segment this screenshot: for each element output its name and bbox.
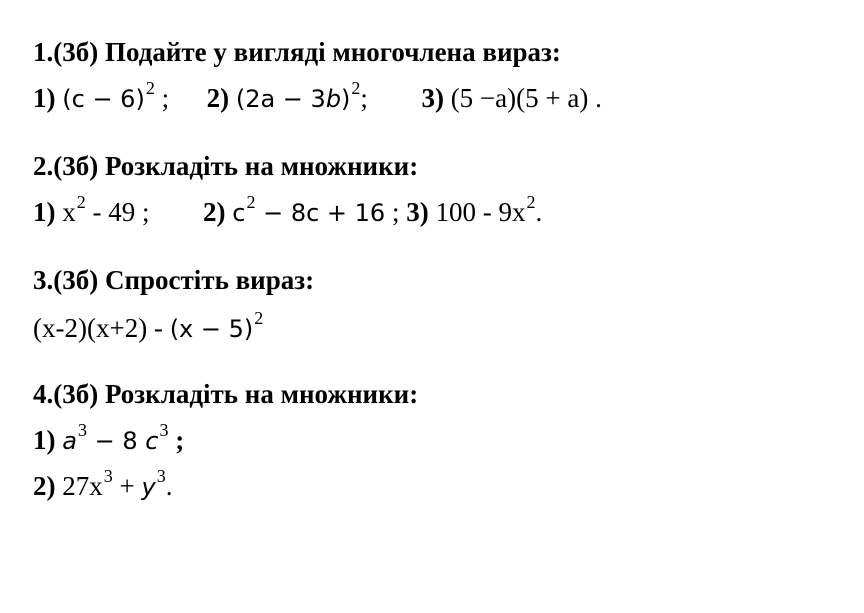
task-2-item-1-expression: $x^2 - 49$ ; [62, 192, 150, 227]
task-4-item-1 [33, 420, 185, 457]
task-2-item-3-number: 3) [406, 197, 429, 227]
task-3-title: 3.(3б) Спростіть вираз: [33, 265, 315, 295]
task-1-item-3-number: 3) [421, 83, 444, 113]
task-2-item-2-expression: $c^2 - 8c + 16$ ; [232, 192, 400, 227]
task-1-item-3-expression: (5 −a)(5 + a) . [450, 83, 602, 113]
task-3-expression: $(x-2)(x+2) - (x - 5)^2$ [33, 308, 264, 343]
task-4-item-2 [33, 466, 173, 503]
task-2-expressions [33, 192, 543, 229]
task-1-title: 1.(3б) Подайте у вигляді многочлена вираз: [33, 37, 561, 67]
task-1-item-1-number: 1) [33, 83, 56, 113]
task-2-title: 2.(3б) Розкладіть на множники: [33, 151, 419, 181]
task-4-item-2-number: 2) [33, 471, 56, 501]
task-1-item-1-expression: $(c - 6)^2$ ; [62, 78, 170, 113]
task-2-item-2-number: 2) [203, 197, 226, 227]
task-2-item-3-expression: $100 - 9x^2$. [435, 192, 543, 227]
task-4-item-2-expression: $27x^3 + y^3$. [62, 466, 173, 501]
task-4-item-1-expression: $a^3 - 8$ $c^3$ ; [62, 420, 185, 455]
task-4-title: 4.(3б) Розкладіть на множники: [33, 379, 419, 409]
task-4-item-1-number: 1) [33, 425, 56, 455]
task-1-item-2-expression: $(2a - 3b)^2$; [235, 78, 368, 113]
task-1-item-2-number: 2) [206, 83, 230, 113]
task-2-item-1-number: 1) [33, 197, 56, 227]
task-1-expressions [33, 78, 602, 115]
